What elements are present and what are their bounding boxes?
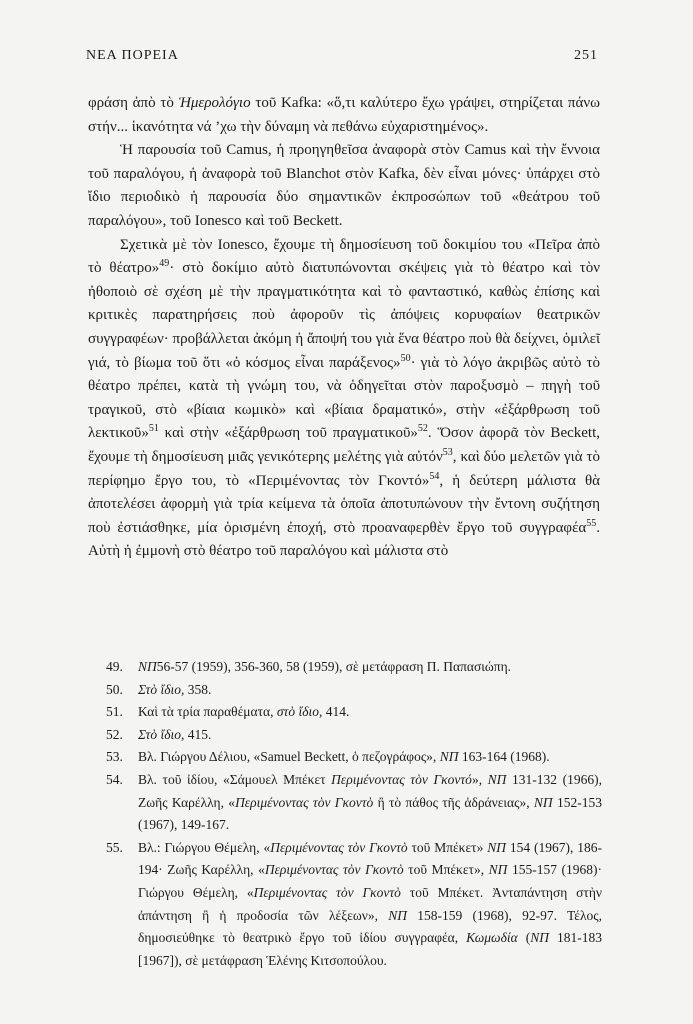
text-run: τοῦ Μπέκετ»	[407, 839, 488, 855]
italic-run: Στὸ ἴδιο,	[138, 681, 185, 697]
text-run: 358.	[184, 681, 212, 697]
italic-run: ΝΠ	[533, 794, 553, 810]
text-run: τοῦ Μπέκετ. Ἀνταπάντηση στὴν ἀπάντηση ἢ ἡ προδοσία τῶν λέξεων»,	[138, 884, 603, 923]
footnote	[106, 837, 602, 973]
text-run: »,	[471, 771, 488, 787]
footnote-ref-50[interactable]: 50	[400, 352, 411, 364]
footnote-number: 49.	[106, 659, 123, 674]
text-run: 414.	[322, 704, 350, 720]
journal-title: ΝΕΑ ΠΟΡΕΙΑ	[86, 48, 179, 63]
text-run: 158-159 (1968), 92-97. Τέλος, δημοσιεύθηκε τὸ θεατρικὸ ἔργο τοῦ ἰδίου συγγραφέα,	[138, 907, 602, 946]
text-run: , ἡ δεύτερη μάλιστα θὰ ἀποτελέσει ἀφορμὴ γιὰ τρία κείμενα τὰ ὁποῖα ἀποτυπώνουν τὴν ἔντονη συζήτηση ποὺ ἐστιάσθηκε, μία ὁρισμένη ἐποχή, στὸ προαναφερθὲν ἔργο τοῦ συγγραφέα	[88, 472, 600, 536]
footnotes	[106, 656, 602, 972]
text-run: 163-164 (1968).	[458, 749, 550, 765]
text-run: · γιὰ τὸ λόγο ἀκριβῶς αὐτὸ τὸ θέατρο πρέπει, κατὰ τὴ γνώμη του, νὰ ὁδηγεῖται στὸν παροξυσμὸ – πηγὴ τοῦ τραγικοῦ, στὸ «βίαια κωμικὸ» καὶ «βίαια δραματικό», στὴν «ἐξάρθρωση τοῦ λεκτικοῦ»	[88, 354, 600, 442]
footnote	[106, 656, 602, 679]
italic-run: στὸ ἴδιο,	[276, 704, 323, 720]
text-run: 152-153 (1967), 149-167.	[138, 794, 602, 833]
italic-run: ΝΠ	[530, 930, 549, 946]
italic-run: Κωμωδία	[466, 930, 518, 946]
paragraph-1	[88, 92, 600, 139]
footnote-ref-52[interactable]: 52	[417, 423, 428, 435]
italic-run: ΝΠ	[488, 862, 508, 878]
text-run: , καὶ δύο μελετῶν γιὰ τὸ περίφημο ἔργο του, τὸ «Περιμένοντας τὸν Γκοντό»	[88, 448, 600, 489]
text-run: Βλ. Γιώργου Δέλιου, «Samuel Beckett, ὁ πεζογράφος»,	[138, 749, 440, 765]
main-text	[88, 92, 600, 564]
italic-title: Ἡμερολόγιο	[178, 95, 251, 111]
footnote-text	[138, 746, 602, 769]
text-run: 56-57 (1959), 356-360, 58 (1959), σὲ μετάφραση Π. Παπασιώπη.	[156, 659, 512, 674]
text-run: 131-132 (1966), Ζωῆς Καρέλλη, «	[138, 771, 602, 810]
footnote-text	[138, 769, 602, 837]
footnote-ref-49[interactable]: 49	[159, 258, 170, 270]
italic-run: ΝΠ	[487, 839, 506, 855]
italic-run: ΝΠ	[487, 771, 507, 787]
footnote-ref-51[interactable]: 51	[148, 423, 159, 435]
italic-run: ΝΠ	[439, 749, 459, 765]
footnote-text	[138, 724, 602, 747]
text-run: 155-157 (1968)· Γιώργου Θέμελη, «	[138, 862, 603, 900]
text-run: ἢ τὸ πάθος τῆς ἀδράνειας»,	[373, 794, 534, 810]
italic-run: Περιμένοντας τὸν Γκοντὸ	[253, 884, 401, 900]
footnote-number: 54.	[106, 771, 123, 787]
text-run: καὶ στὴν «ἐξάρθρωση τοῦ πραγματικοῦ»	[158, 425, 418, 442]
paragraph-3	[88, 234, 600, 564]
footnote-number: 55.	[106, 839, 123, 855]
text-run: Βλ. τοῦ ἰδίου, «Σάμουελ Μπέκετ	[138, 771, 332, 787]
text-run: Σχετικὰ μὲ τὸν Ionesco, ἔχουμε τὴ δημοσίευση τοῦ δοκιμίου του «Πεῖρα ἀπὸ τὸ θέατρο»	[88, 236, 600, 277]
footnote	[106, 746, 602, 769]
footnote-text	[138, 701, 602, 724]
footnote-ref-55[interactable]: 55	[586, 517, 597, 529]
page-number: 251	[574, 48, 598, 63]
footnote-text	[138, 679, 602, 702]
footnote-text	[138, 656, 602, 679]
italic-run: Περιμένοντας τὸν Γκοντὸ	[264, 862, 404, 878]
footnote	[106, 769, 602, 837]
footnote-number: 50.	[106, 681, 123, 697]
footnote-number: 51.	[106, 704, 123, 720]
footnote-number: 52.	[106, 726, 123, 742]
text-run: . Αὐτὴ ἡ ἐμμονὴ στὸ θέατρο τοῦ παραλόγου καὶ μάλιστα στὸ	[88, 519, 600, 560]
footnote-ref-54[interactable]: 54	[429, 470, 440, 482]
footnote-number: 53.	[106, 749, 123, 765]
paragraph-2: Ἡ παρουσία τοῦ Camus, ἡ προηγηθεῖσα ἀναφορὰ στὸν Camus καὶ τὴν ἔννοια τοῦ παραλόγου, ἡ ἀναφορὰ τοῦ Blanchot στὸν Kafka, δὲν εἶναι μόνες· ὑπάρχει στὸ ἴδιο περιοδικὸ ἡ παρουσία δύο σημαντικῶν ἐκπροσώπων τοῦ «θεάτρου τοῦ παραλόγου», τοῦ Ionesco καὶ τοῦ Beckett.	[88, 142, 600, 229]
footnote	[106, 724, 602, 747]
text-run: · στὸ δοκίμιο αὐτὸ διατυπώνονται σκέψεις γιὰ τὸ θέατρο καὶ τὸν ἠθοποιὸ σὲ σχέση μὲ τὴν πραγματικότητα καὶ τὸ φανταστικό, καθὼς ἐπίσης καὶ κριτικὲς παρατηρήσεις ποὺ ἀφοροῦν τὶς ἀπόψεις κορυφαίων θεατρικῶν συγγραφέων· προβάλλεται ἀκόμη ἡ ἄποψή του γιὰ ἕνα θέατρο ποὺ θὰ δείχνει, ὁμιλεῖ γιά, τὸ βίωμα τοῦ ὅτι «ὁ κόσμος εἶναι παράξενος»	[88, 260, 600, 371]
text-run: 415.	[184, 726, 212, 742]
italic-run: Στὸ ἴδιο,	[138, 726, 185, 742]
text-run: 181-183 [1967]), σὲ μετάφραση Ἑλένης Κιτσοπούλου.	[138, 930, 602, 968]
text-run: Βλ.: Γιώργου Θέμελη, «	[138, 839, 271, 855]
text-run: (	[517, 930, 531, 946]
footnote	[106, 701, 602, 724]
italic-run: ΝΠ	[138, 659, 157, 674]
footnote-ref-53[interactable]: 53	[442, 446, 453, 458]
italic-run: Περιμένοντας τὸν Γκοντὸ	[235, 794, 374, 810]
footnote-text	[138, 837, 602, 973]
text-run: Καὶ τὰ τρία παραθέματα,	[138, 704, 277, 720]
italic-run: Περιμένοντας τὸν Γκοντό	[331, 771, 472, 787]
text-run: τοῦ Kafka: «ὅ,τι καλύτερο ἔχω γράψει, στηρίζεται πάνω στήν... ἱκανότητα νά ’χω τὴν δύναμη νὰ πεθάνω εὐχαριστημένος».	[88, 95, 600, 135]
italic-run: Περιμένοντας τὸν Γκοντὸ	[270, 839, 408, 855]
text-run: τοῦ Μπέκετ»,	[403, 862, 489, 878]
text-run: 154 (1967), 186-194· Ζωῆς Καρέλλη, «	[138, 839, 602, 878]
text-run: . Ὅσον ἀφορᾶ τὸν Beckett, ἔχουμε τὴ δημοσίευση μιᾶς γενικότερης μελέτης γιὰ αὐτόν	[88, 425, 600, 465]
running-header	[86, 48, 598, 70]
text-run: φράση ἀπὸ τὸ	[88, 95, 179, 111]
italic-run: ΝΠ	[388, 907, 408, 923]
footnote	[106, 679, 602, 702]
